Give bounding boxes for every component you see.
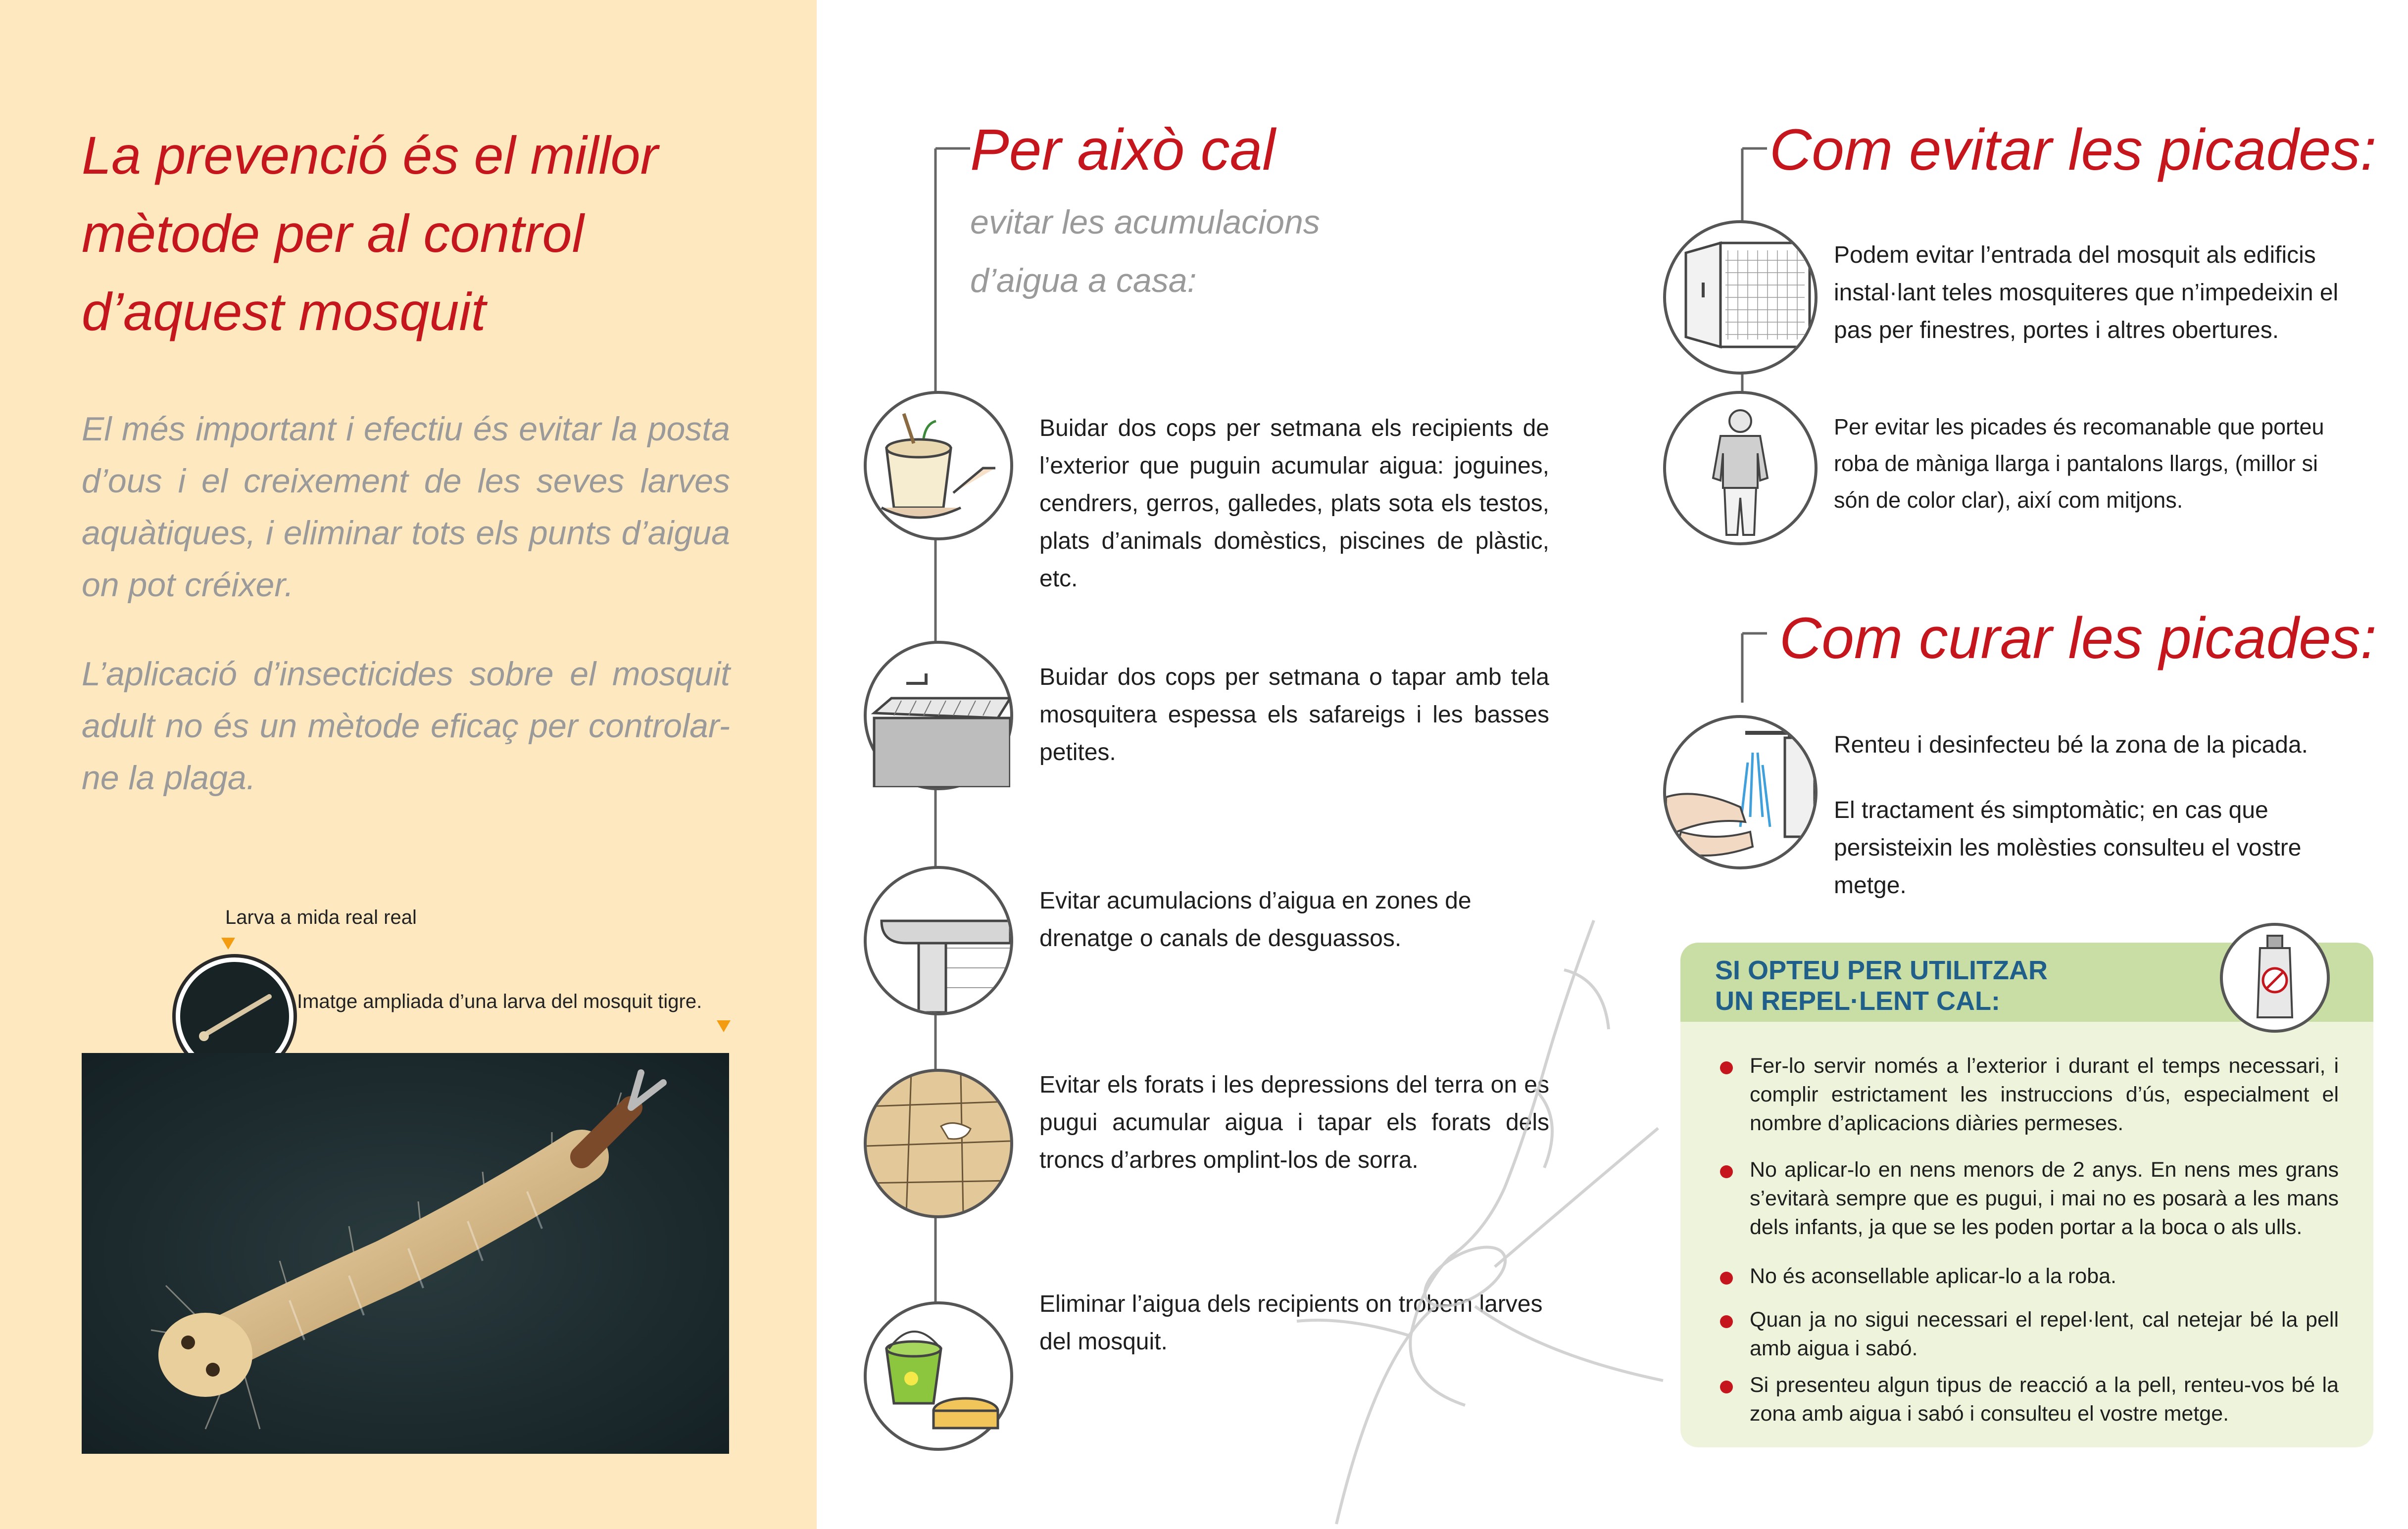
middle-subtitle: evitar les acumulacions d’aigua a casa: [970,203,1320,299]
bullet-dot [1720,1061,1733,1074]
larva-magnified-label: Imatge ampliada d’una larva del mosquit tigre. [297,991,702,1012]
mosquito-outline-icon [1287,910,1693,1529]
larva-real-size-label: Larva a mida real real [225,907,417,928]
cure-bites-title: Com curar les picades: [1779,606,2377,671]
repellent-title-line-2: UN REPEL·LENT CAL: [1715,986,2000,1016]
spray-repellent-icon [2220,923,2330,1033]
left-paragraph-2: L’aplicació d’insecticides sobre el mosquit adult no és un mètode eficaç per controlar-ne la plaga. [82,655,730,797]
larva-magnified-photo [82,1053,729,1454]
person-clothing-icon [1663,391,1818,545]
middle-title: Per això cal [970,117,1276,183]
repellent-bullet-4: Quan ja no sigui necessari el repel·lent, cal netejar bé la pell amb aigua i sabó. [1750,1308,2339,1360]
middle-item-5-text: Eliminar l’aigua dels recipients on trobem larves del mosquit. [1039,1291,1543,1355]
washbasin-icon [864,641,1013,790]
middle-item-3-text: Evitar acumulacions d’aigua en zones de drenatge o canals de desguassos. [1039,888,1472,952]
cure-text-2: El tractament és simptomàtic; en cas que persisteixin les molèsties consulteu el vostre metge. [1834,797,2302,899]
flowerpot-icon [864,391,1013,540]
bullet-dot [1720,1272,1733,1285]
middle-item-2-text: Buidar dos cops per setmana o tapar amb tela mosquitera espessa els safareigs i les basses petites. [1039,664,1549,765]
repellent-bullet-1: Fer-lo servir només a l’exterior i durant el temps necessari, i complir estrictament les instruccions d’ús, especialment el nombre d’aplicacions diàries permeses. [1750,1054,2339,1135]
avoid-item-1-text: Podem evitar l’entrada del mosquit als edificis instal·lant teles mosquiteres que n’impedeixin el pas per finestres, portes i altres obertures. [1834,242,2339,343]
avoid-bites-title: Com evitar les picades: [1769,117,2377,183]
bucket-icon [864,1301,1013,1451]
left-paragraph-1: El més important i efectiu és evitar la posta d’ous i el creixement de les seves larves aquàtiques, i eliminar tots els punts d’aigua on pot créixer. [82,410,730,604]
middle-item-1-text: Buidar dos cops per setmana els recipients de l’exterior que puguin acumular aigua: joguines, cendrers, gerros, galledes, plats sota els testos, plats d’animals domèstics, piscines de plàstic, etc. [1039,415,1549,592]
mosquito-larva-illustration [82,1053,729,1454]
bullet-dot [1720,1165,1733,1178]
bullet-dot [1720,1315,1733,1328]
repellent-title-line-1: SI OPTEU PER UTILITZAR [1715,956,2048,985]
pointer-triangle-icon [717,1020,731,1032]
repellent-bullet-5: Si presenteu algun tipus de reacció a la pell, renteu-vos bé la zona amb aigua i sabó i consulteu el vostre metge. [1750,1373,2339,1426]
repellent-bullet-3: No és aconsellable aplicar-lo a la roba. [1750,1264,2116,1288]
gutter-icon [864,866,1013,1015]
avoid-item-2-text: Per evitar les picades és recomanable que porteu roba de màniga llarga i pantalons llargs, (millor si són de color clar), així com mitjons. [1834,414,2324,513]
middle-item-4-text: Evitar els forats i les depressions del terra on es pugui acumular aigua i tapar els forats dels troncs d’arbres omplint-los de sorra. [1039,1072,1549,1173]
pointer-triangle-icon [221,938,235,950]
ground-hole-icon [864,1069,1013,1218]
bullet-dot [1720,1381,1733,1393]
repellent-bullet-2: No aplicar-lo en nens menors de 2 anys. En nens mes grans s’evitarà sempre que es pugui, i mai no es posarà a les mans dels infants, ja que se les poden portar a la boca o als ulls. [1750,1158,2339,1239]
washing-arm-icon [1663,715,1818,869]
left-title: La prevenció és el millor mètode per al control d’aquest mosquit [82,125,658,341]
window-screen-icon [1663,220,1818,375]
repellent-title [1715,955,2111,1016]
cure-text-1: Renteu i desinfecteu bé la zona de la picada. [1834,732,2309,758]
